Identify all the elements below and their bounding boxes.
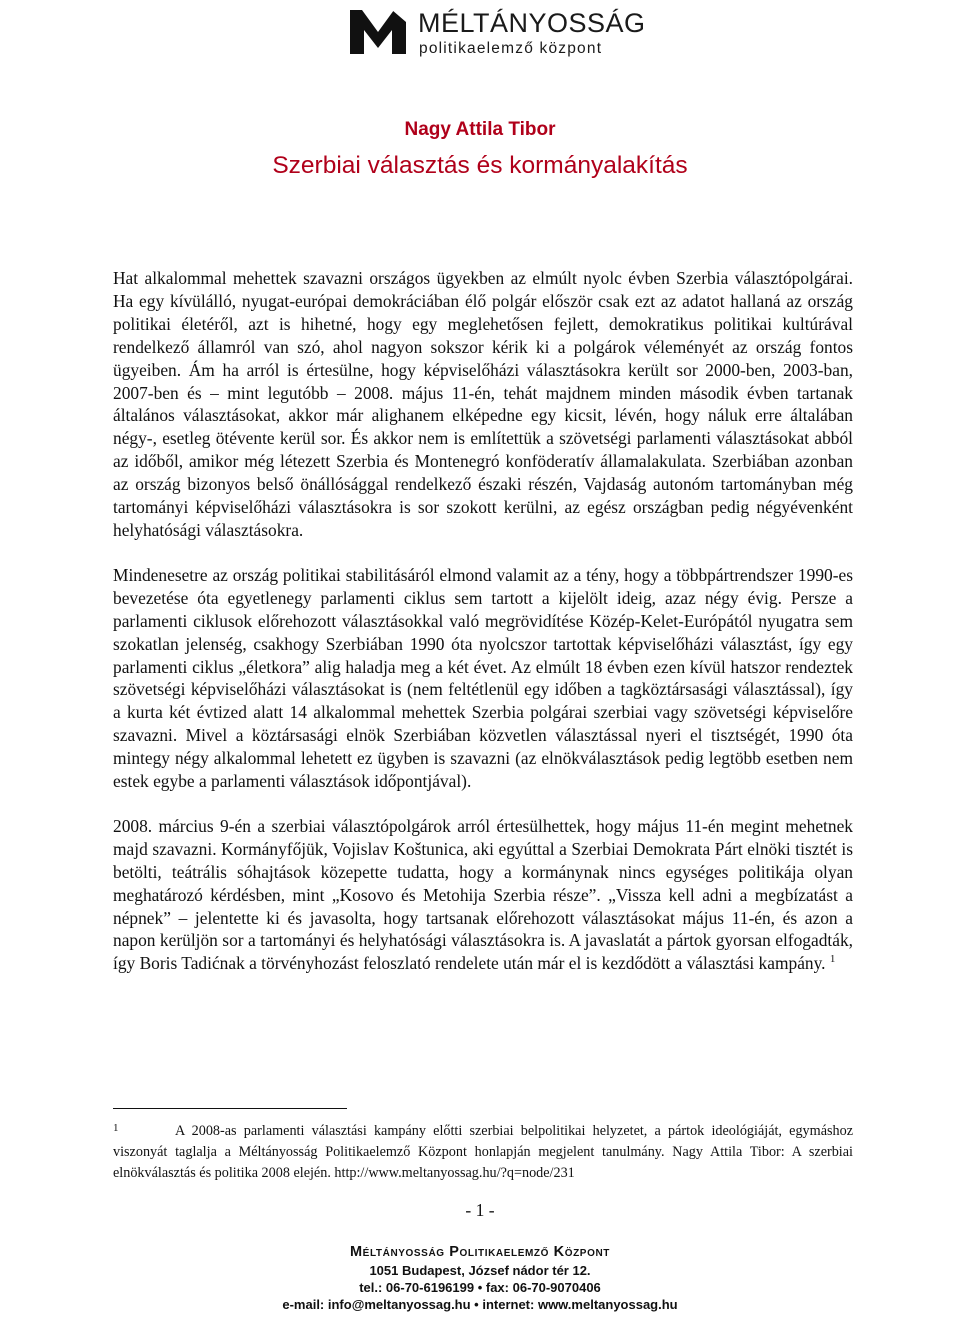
paragraph-2: Mindenesetre az ország politikai stabilitásáról elmond valamit az a tény, hogy a többpártrendszer 1990-es bevezetése óta egyetlenegy parlamenti ciklus sem tartott a kijelölt ideig, azaz négy évig. Persze a parlamenti ciklusok előrehozott választásokkal való megrövidítése Közép-Kelet-Európától nyugatra sem szokatlan jelenség, csakhogy Szerbiában 1990 óta nyolcszor tartottak képviselőházi választást, így egy parlamenti ciklus „életkora” alig haladja meg a két évet. Az elmúlt 18 évben ezen kívül hatszor rendeztek szövetségi képviselőházi választásokat is (nem feltétlenül egy időben a tagköztársasági választással), így a kurta két évtized alatt 14 alkalommal mehettek Szerbia polgárai szerbiai vagy szövetségi képviselőre szavazni. Mivel a köztársasági elnök Szerbiában közvetlen választással nyeri el tisztségét, 1990 óta mintegy négy alkalommal lehetett ez ügyben is szavazni (az elnökválasztások pedig legtöbb esetben nem estek egybe a parlamenti választások időpontjával). <box>113 564 853 792</box>
footer-contact[interactable]: e-mail: info@meltanyossag.hu • internet: www.meltanyossag.hu <box>282 1297 678 1312</box>
footer-phone-fax: tel.: 06-70-6196199 • fax: 06-70-9070406 <box>359 1280 601 1295</box>
paragraph-1: Hat alkalommal mehettek szavazni országos ügyekben az elmúlt nyolc évben Szerbia választópolgárai. Ha egy kívülálló, nyugat-európai demokráciában élő polgár először csak ezt az adatot hallaná az ország politikai életéről, azt is hihetné, hogy egy meglehetősen fejlett, demokratikus politikai kultúrával rendelkező államról van szó, ahol nagyon sokszor kérik ki a polgárok véleményét az ország fontos ügyeiben. Ám ha arról is értesülne, hogy képviselőházi választásokra került sor 2000-ben, 2003-ban, 2007-ben és – mint legutóbb – 2008. május 11-én, tehát majdnem minden második évben tartanak általános választásokat, akkor már alighanem elképedne egy kicsit, lévén, hogy náluk erre általában négy-, esetleg ötévente kerül sor. És akkor nem is említettük a szövetségi parlamenti választásokat abból az időből, amikor még létezett Szerbia és Montenegró konföderatív államalakulata. Szerbiában azonban az ország bizonyos belső önállósággal rendelkező északi részén, Vajdaság autonóm tartományban még tartományi képviselőházi választásokra is sor szokott kerülni, az egész országban pedig négyévenként helyhatósági választásokra. <box>113 268 853 540</box>
header-logo <box>348 6 646 58</box>
footer-org: Méltányosság Politikaelemző Központ <box>350 1244 610 1260</box>
logo-title: MÉLTÁNYOSSÁG <box>418 8 646 38</box>
paragraph-3 <box>113 815 853 975</box>
footnote-reference[interactable]: 1 <box>829 953 836 966</box>
footnote-separator <box>113 1108 347 1109</box>
logo-subtitle: politikaelemző központ <box>419 40 603 57</box>
footnote-number: 1 <box>113 1122 119 1134</box>
page-number: - 1 - <box>465 1200 495 1220</box>
author-name: Nagy Attila Tibor <box>404 119 556 140</box>
article-title: Szerbiai választás és kormányalakítás <box>272 152 688 179</box>
paragraph-3-text: 2008. március 9-én a szerbiai választópolgárok arról értesülhettek, hogy május 11-én megint mehetnek majd szavazni. Kormányfőjük, Vojislav Koštunica, aki egyúttal a Szerbiai Demokrata Párt elnöki tisztét is betölti, teátrális sóhajtások közepette tudatta, hogy a kormánynak nincs egységes politikája olyan meghatározó kérdésben, mint „Kosovo és Metohija Szerbia része”. „Vissza kell adni a megbízatást a népnek” – jelentette ki és javasolta, hogy tartsanak előrehozott választásokat május 11-én, és azon a napon kerüljön sor a tartományi és helyhatósági választásokra is. A javaslatát a pártok gyorsan elfogadták, így Boris Tadićnak a törvényhozást feloszlató rendelete után már el is kezdődött a választási kampány. <box>113 815 853 974</box>
page-footer <box>0 1242 960 1313</box>
footnote-text: A 2008-as parlamenti választási kampány előtti szerbiai belpolitikai helyzetet, a pártok ideológiáját, egymáshoz viszonyát taglalja a Méltányosság Politikaelemző Központ honlapján megjelent tanulmány. Nagy Attila Tibor: A szerbiai elnökválasztás és politika 2008 elején. http://www.meltanyossag.hu/?q=node/231 <box>113 1123 853 1181</box>
article-body <box>113 267 853 975</box>
meltanyossag-logo-icon <box>348 6 408 58</box>
footer-address: 1051 Budapest, József nádor tér 12. <box>369 1263 591 1278</box>
footnote <box>113 1118 853 1184</box>
